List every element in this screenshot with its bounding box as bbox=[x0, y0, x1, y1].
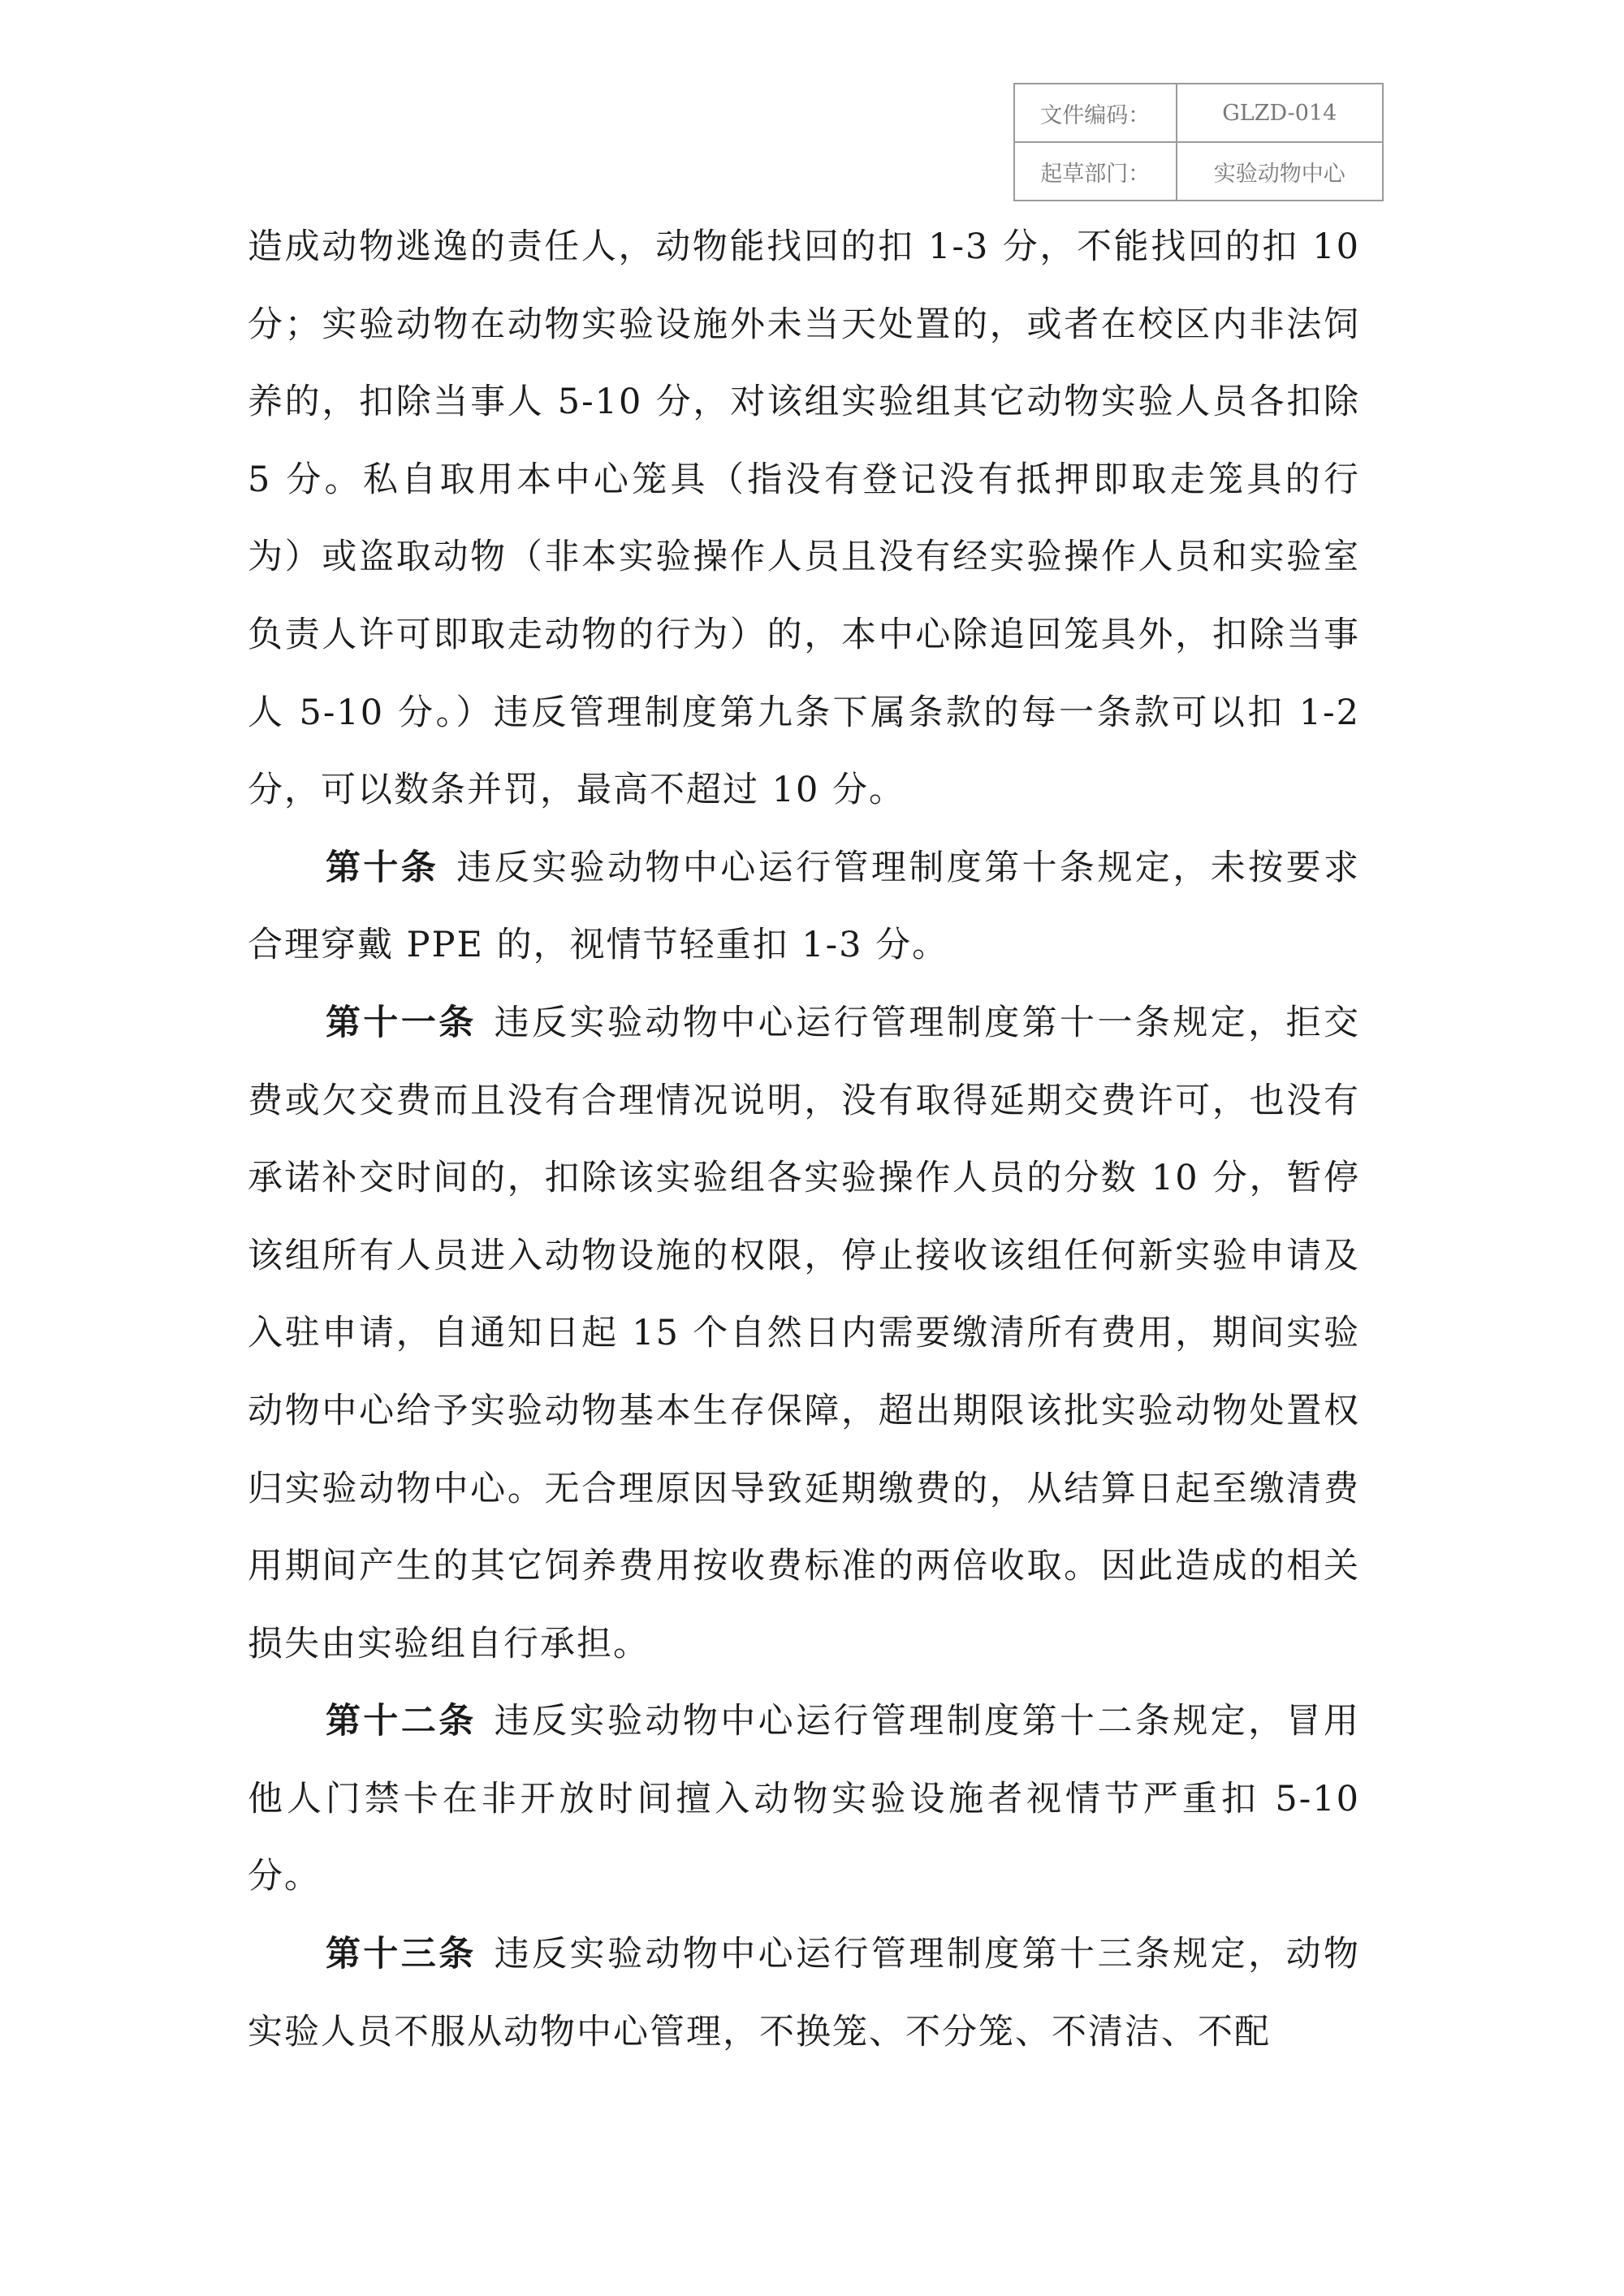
file-code-label: 文件编码： bbox=[1014, 84, 1177, 142]
article-text: 违反实验动物中心运行管理制度第十三条规定，动物实验人员不服从动物中心管理，不换笼、不分笼、不清洁、不配 bbox=[248, 1934, 1361, 2052]
article-text: 违反实验动物中心运行管理制度第十一条规定，拒交费或欠交费而且没有合理情况说明，没有取得延期交费许可，也没有承诺补交时间的，扣除该实验组各实验操作人员的分数 10 分，暂停该组所有人员进入动物设施的权限，停止接收该组任何新实验申请及入驻申请，自通知日起 15 个自然日内需要缴清所有费用，期间实验动物中心给予实验动物基本生存保障，超出期限该批实验动物处置权归实验动物中心。无合理原因导致延期缴费的，从结算日起至缴清费用期间产生的其它饲养费用按收费标准的两倍收取。因此造成的相关损失由实验组自行承担。 bbox=[248, 1002, 1361, 1664]
article-12 bbox=[248, 1683, 1360, 1916]
paragraph-text: 造成动物逃逸的责任人，动物能找回的扣 1-3 分，不能找回的扣 10 分；实验动物在动物实验设施外未当天处置的，或者在校区内非法饲养的，扣除当事人 5-10 分，对该组实验组其它动物实验人员各扣除 5 分。私自取用本中心笼具（指没有登记没有抵押即取走笼具的行为）或盗取动物（非本实验操作人员且没有经实验操作人员和实验室负责人许可即取走动物的行为）的，本中心除追回笼具外，扣除当事人 5-10 分。）违反管理制度第九条下属条款的每一条款可以扣 1-2 分，可以数条并罚，最高不超过 10 分。 bbox=[248, 227, 1360, 811]
article-text: 违反实验动物中心运行管理制度第十二条规定，冒用他人门禁卡在非开放时间擅入动物实验设施者视情节严重扣 5-10 分。 bbox=[248, 1701, 1361, 1897]
article-11 bbox=[248, 985, 1360, 1683]
article-title: 第十二条 bbox=[326, 1701, 477, 1742]
article-title: 第十三条 bbox=[326, 1934, 477, 1975]
header-row-dept bbox=[1014, 142, 1383, 201]
article-13 bbox=[248, 1916, 1360, 2071]
article-title: 第十条 bbox=[326, 847, 439, 888]
document-body bbox=[248, 209, 1360, 2071]
document-header-box bbox=[1013, 83, 1384, 201]
file-code-value: GLZD-014 bbox=[1177, 84, 1383, 142]
article-title: 第十一条 bbox=[326, 1002, 477, 1043]
paragraph-continuation bbox=[248, 209, 1360, 830]
article-text: 违反实验动物中心运行管理制度第十条规定，未按要求合理穿戴 PPE 的，视情节轻重扣 1-3 分。 bbox=[248, 847, 1361, 966]
dept-label: 起草部门： bbox=[1014, 142, 1177, 201]
article-10 bbox=[248, 830, 1360, 985]
dept-value: 实验动物中心 bbox=[1177, 142, 1383, 201]
header-row-file-code bbox=[1014, 84, 1383, 142]
